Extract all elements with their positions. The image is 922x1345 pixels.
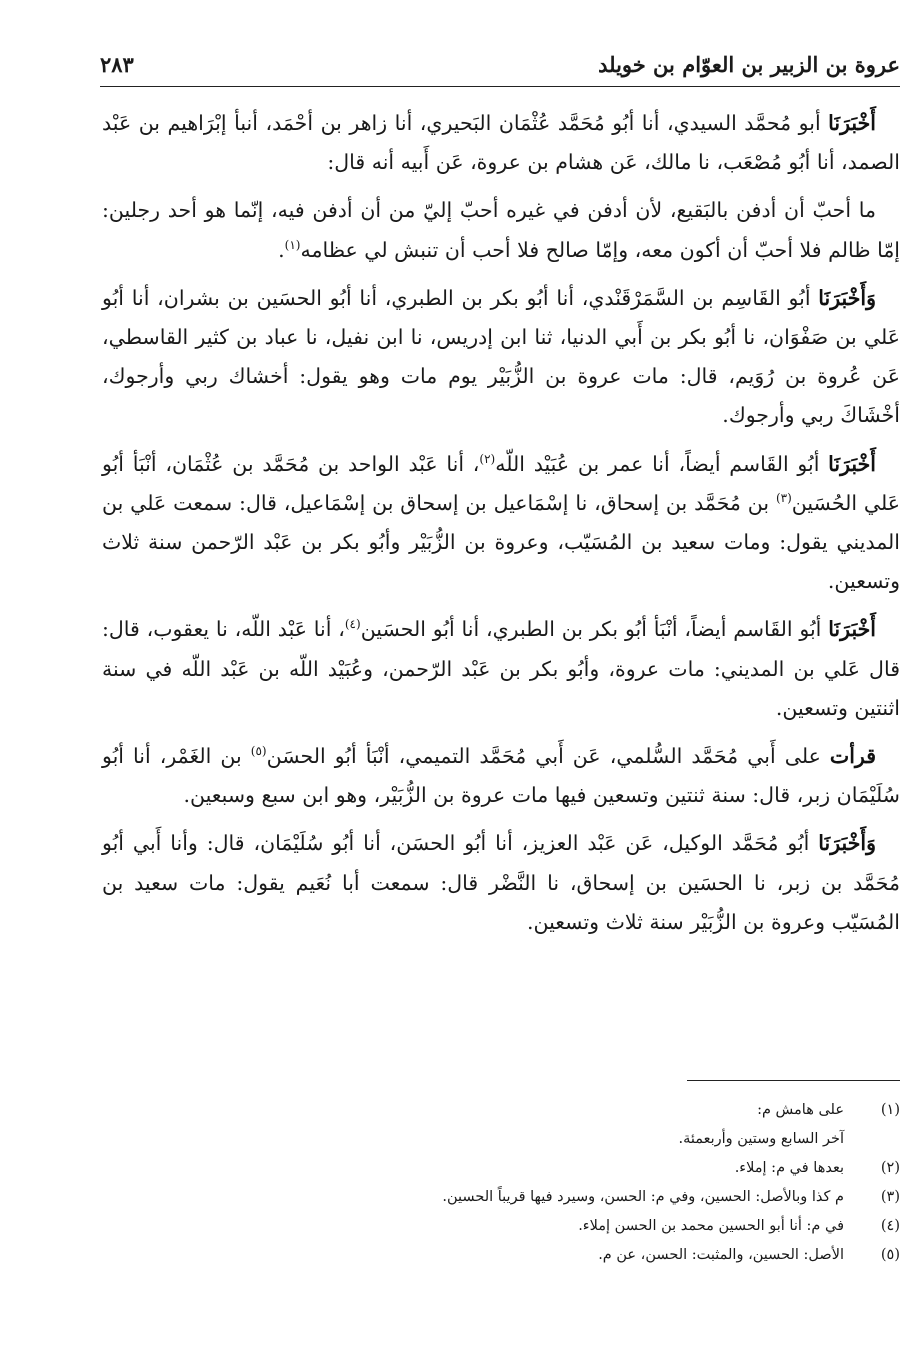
- footnote-item: [102, 1183, 900, 1212]
- paragraph-lead: أَخْبَرَنَا: [828, 617, 877, 642]
- paragraph-text: أبُو القَاسِم بن السَّمَرْقَنْدي، أنا أبُو بكر بن الطبري، أنا أبُو الحسَين بن بشران، أنا أبُو عَلي بن صَفْوَان، نا أبُو بكر بن أَبي الدنيا، ثنا ابن إدريس، نا ابن نفيل، نا عباد بن كثير القاسطي، عَن عُروة بن رُوَيم، قال: مات عروة بن الزُّبَيْر يوم مات وهو يقول: أخشاك ربي وأرجوك، أخْشَاكَ ربي وأرجوك.: [102, 285, 900, 428]
- paragraph-text: ما أحبّ أن أدفن بالبَقيع، لأن أدفن في غيره أحبّ إليّ من أن أدفن فيه، إنّما هو أحد رجلين: إمّا ظالم فلا أحبّ أن أكون معه، وإمّا صالح فلا أحب أن تنبش لي عظامه: [102, 198, 900, 262]
- footnote-text: على هامش م:: [757, 1102, 844, 1118]
- footnote-continuation: آخر السابع وستين وأربعمئة.: [678, 1131, 844, 1147]
- paragraph-2: [102, 191, 900, 269]
- page-header: [100, 44, 900, 87]
- paragraph-7: [102, 824, 900, 942]
- footnote-text: بعدها في م: إملاء.: [734, 1160, 844, 1176]
- footnote-ref: (٣): [775, 491, 792, 505]
- paragraph-6: [102, 737, 900, 815]
- footnote-item: [102, 1241, 900, 1270]
- paragraph-1: [102, 104, 900, 182]
- paragraph-text: أبُو مُحَمَّد الوكيل، عَن عَبْد العزيز، أنا أبُو الحسَن، أنا أبُو سُلَيْمَان، قال: وأنا أَبي أبُو مُحَمَّد بن زبر، نا الحسَين بن إسحاق، نا النَّضْر قال: سمعت أبا نُعَيم يقول: مات سعيد بن المُسَيّب وعروة بن الزُّبَيْر سنة ثلاث وتسعين.: [102, 831, 900, 934]
- footnote-text: م كذا وبالأصل: الحسين، وفي م: الحسن، وسيرد فيها قريباً الحسين.: [442, 1189, 844, 1205]
- footnote-ref: (٤): [344, 617, 361, 632]
- paragraph-text: على أَبي مُحَمَّد السُّلمي، عَن أَبي مُحَمَّد التميمي، أنْبَأ أبُو الحسَن: [266, 744, 830, 769]
- footnote-divider: [687, 1080, 900, 1081]
- paragraph-tail: .: [278, 237, 285, 262]
- paragraph-lead: وَأَخْبَرَنَا: [818, 831, 876, 856]
- footnote-item: [102, 1154, 900, 1183]
- running-title: عروة بن الزبير بن العوّام بن خويلد: [598, 52, 900, 77]
- footnote-number: (١): [880, 1102, 900, 1118]
- footnote-text: الأصل: الحسين، والمثبت: الحسن، عن م.: [598, 1247, 844, 1263]
- paragraph-4: [102, 445, 900, 602]
- paragraph-text: بن مُحَمَّد بن إسحاق، نا إسْمَاعيل بن إسحاق بن إسْمَاعيل، قال: سمعت عَلي بن المديني يقول: ومات سعيد بن المُسَيّب، وعروة بن الزُّبَيْر وأبُو بكر بن عَبْد الرّحمن سنة ثلاث وتسعين.: [102, 490, 900, 594]
- footnote-number: (٤): [880, 1218, 900, 1234]
- paragraph-text: أبُو القَاسم أيضاً، أنا عمر بن عُبَيْد اللّه: [495, 451, 829, 476]
- paragraph-5: [102, 610, 900, 728]
- paragraph-text: أبو مُحمَّد السيدي، أنا أبُو مُحَمَّد عُثْمَان البَحيري، أنا زاهر بن أحْمَد، أنبأ إبْرَاهيم بن عَبْد الصمد، أنا أبُو مُصْعَب، نا مالك، عَن هشام بن عروة، عَن أَبيه أنه قال:: [102, 111, 900, 175]
- paragraph-lead: وَأَخْبَرَنَا: [818, 285, 876, 310]
- page-number: ٢٨٣: [100, 52, 134, 77]
- footnote-ref: (١): [284, 237, 301, 252]
- footnote-number: (٢): [880, 1160, 900, 1176]
- paragraph-3: [102, 279, 900, 436]
- paragraph-lead: أَخْبَرَنَا: [828, 451, 876, 476]
- paragraph-text: ، أنا عَبْد اللّه، نا يعقوب، قال: قال عَلي بن المديني: مات عروة، وأبُو بكر بن عَبْد الرّحمن، وعُبَيْد اللّه بن عَبْد اللّه في سنة اثنتين وتسعين.: [102, 617, 900, 720]
- footnote-ref: (٢): [479, 451, 496, 466]
- paragraph-text: بن الغَمْر، أنا أبُو سُلَيْمَان زبر، قال: سنة ثنتين وتسعين فيها مات عروة بن الزُّبَيْر، وهو ابن سبع وسبعين.: [102, 744, 900, 808]
- footnote-item: [102, 1096, 900, 1125]
- main-text: [102, 104, 900, 951]
- paragraph-lead: أَخْبَرَنَا: [828, 111, 876, 135]
- footnote-text: في م: أنا أبو الحسين محمد بن الحسن إملاء.: [578, 1218, 844, 1234]
- paragraph-text: أبُو القَاسم أيضاً، أنْبَأ أبُو بكر بن الطبري، أنا أبُو الحسَين: [360, 617, 829, 642]
- footnotes: [102, 1096, 900, 1270]
- footnote-ref: (٥): [250, 744, 267, 759]
- footnote-item: [102, 1212, 900, 1241]
- footnote-number: (٥): [880, 1247, 900, 1263]
- paragraph-lead: قرأت: [829, 744, 876, 769]
- footnote-number: (٣): [880, 1189, 900, 1205]
- paragraph-text: ، أنا عَبْد الواحد بن مُحَمَّد بن عُثْمَان، أنْبَأ أبُو عَلي الحُسَين: [102, 451, 900, 515]
